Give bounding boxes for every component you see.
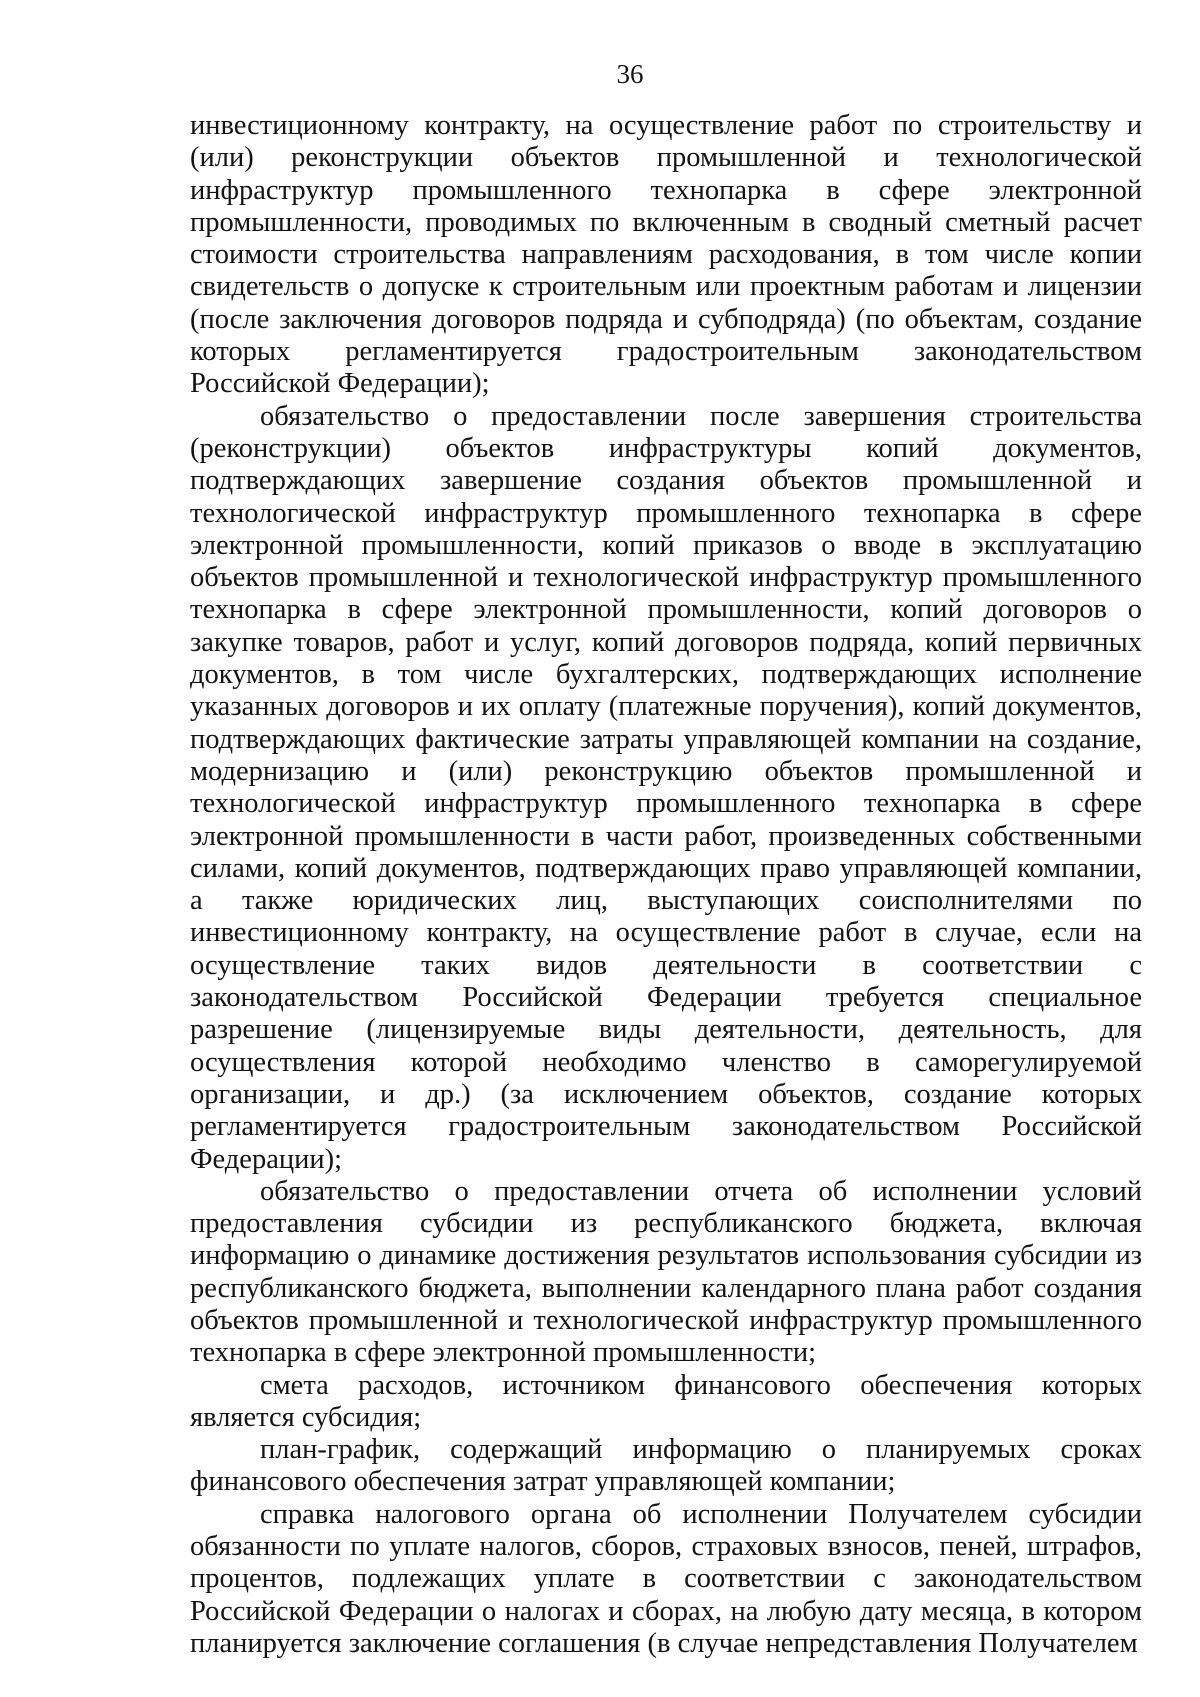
paragraph-schedule: план-график, содержащий информацию о планируемых сроках финансового обеспечения затрат управляющей компании;: [190, 1434, 1142, 1498]
paragraph-construction-completion-obligation: обязательство о предоставлении после завершения строительства (реконструкции) объектов инфраструктуры копий документов, подтверждающих завершение создания объектов промышленной и технологической инфраструктур промышленного технопарка в сфере электронной промышленности, копий приказов о вводе в эксплуатацию объектов промышленной и технологической инфраструктур промышленного технопарка в сфере электронной промышленности, копий договоров о закупке товаров, работ и услуг, копий договоров подряда, копий первичных документов, в том числе бухгалтерских, подтверждающих исполнение указанных договоров и их оплату (платежные поручения), копий документов, подтверждающих фактические затраты управляющей компании на создание, модернизацию и (или) реконструкцию объектов промышленной и технологической инфраструктур промышленного технопарка в сфере электронной промышленности в части работ, произведенных собственными силами, копий документов, подтверждающих право управляющей компании, а также юридических лиц, выступающих соисполнителями по инвестиционному контракту, на осуществление работ в случае, если на осуществление таких видов деятельности в соответствии с законодательством Российской Федерации требуется специальное разрешение (лицензируемые виды деятельности, деятельность, для осуществления которой необходимо членство в саморегулируемой организации, и др.) (за исключением объектов, создание которых регламентируется градостроительным законодательством Российской Федерации);: [190, 400, 1142, 1175]
paragraph-report-obligation: обязательство о предоставлении отчета об исполнении условий предоставления субсидии из республиканского бюджета, включая информацию о динамике достижения результатов использования субсидии из республиканского бюджета, выполнении календарного плана работ создания объектов промышленной и технологической инфраструктур промышленного технопарка в сфере электронной промышленности;: [190, 1175, 1142, 1369]
document-body: [190, 110, 1142, 1660]
paragraph-investment-contract-continuation: инвестиционному контракту, на осуществление работ по строительству и (или) реконструкции объектов промышленной и технологической инфраструктур промышленного технопарка в сфере электронной промышленности, проводимых по включенным в сводный сметный расчет стоимости строительства направлениям расходования, в том числе копии свидетельств о допуске к строительным или проектным работам и лицензии (после заключения договоров подряда и субподряда) (по объектам, создание которых регламентируется градостроительным законодательством Российской Федерации);: [190, 110, 1142, 400]
paragraph-expense-estimate: смета расходов, источником финансового обеспечения которых является субсидия;: [190, 1369, 1142, 1433]
page-number: 36: [616, 59, 644, 89]
paragraph-tax-certificate: справка налогового органа об исполнении Получателем субсидии обязанности по уплате налогов, сборов, страховых взносов, пеней, штрафов, процентов, подлежащих уплате в соответствии с законодательством Российской Федерации о налогах и сборах, на любую дату месяца, в котором планируется заключение соглашения (в случае непредставления Получателем: [190, 1498, 1142, 1659]
